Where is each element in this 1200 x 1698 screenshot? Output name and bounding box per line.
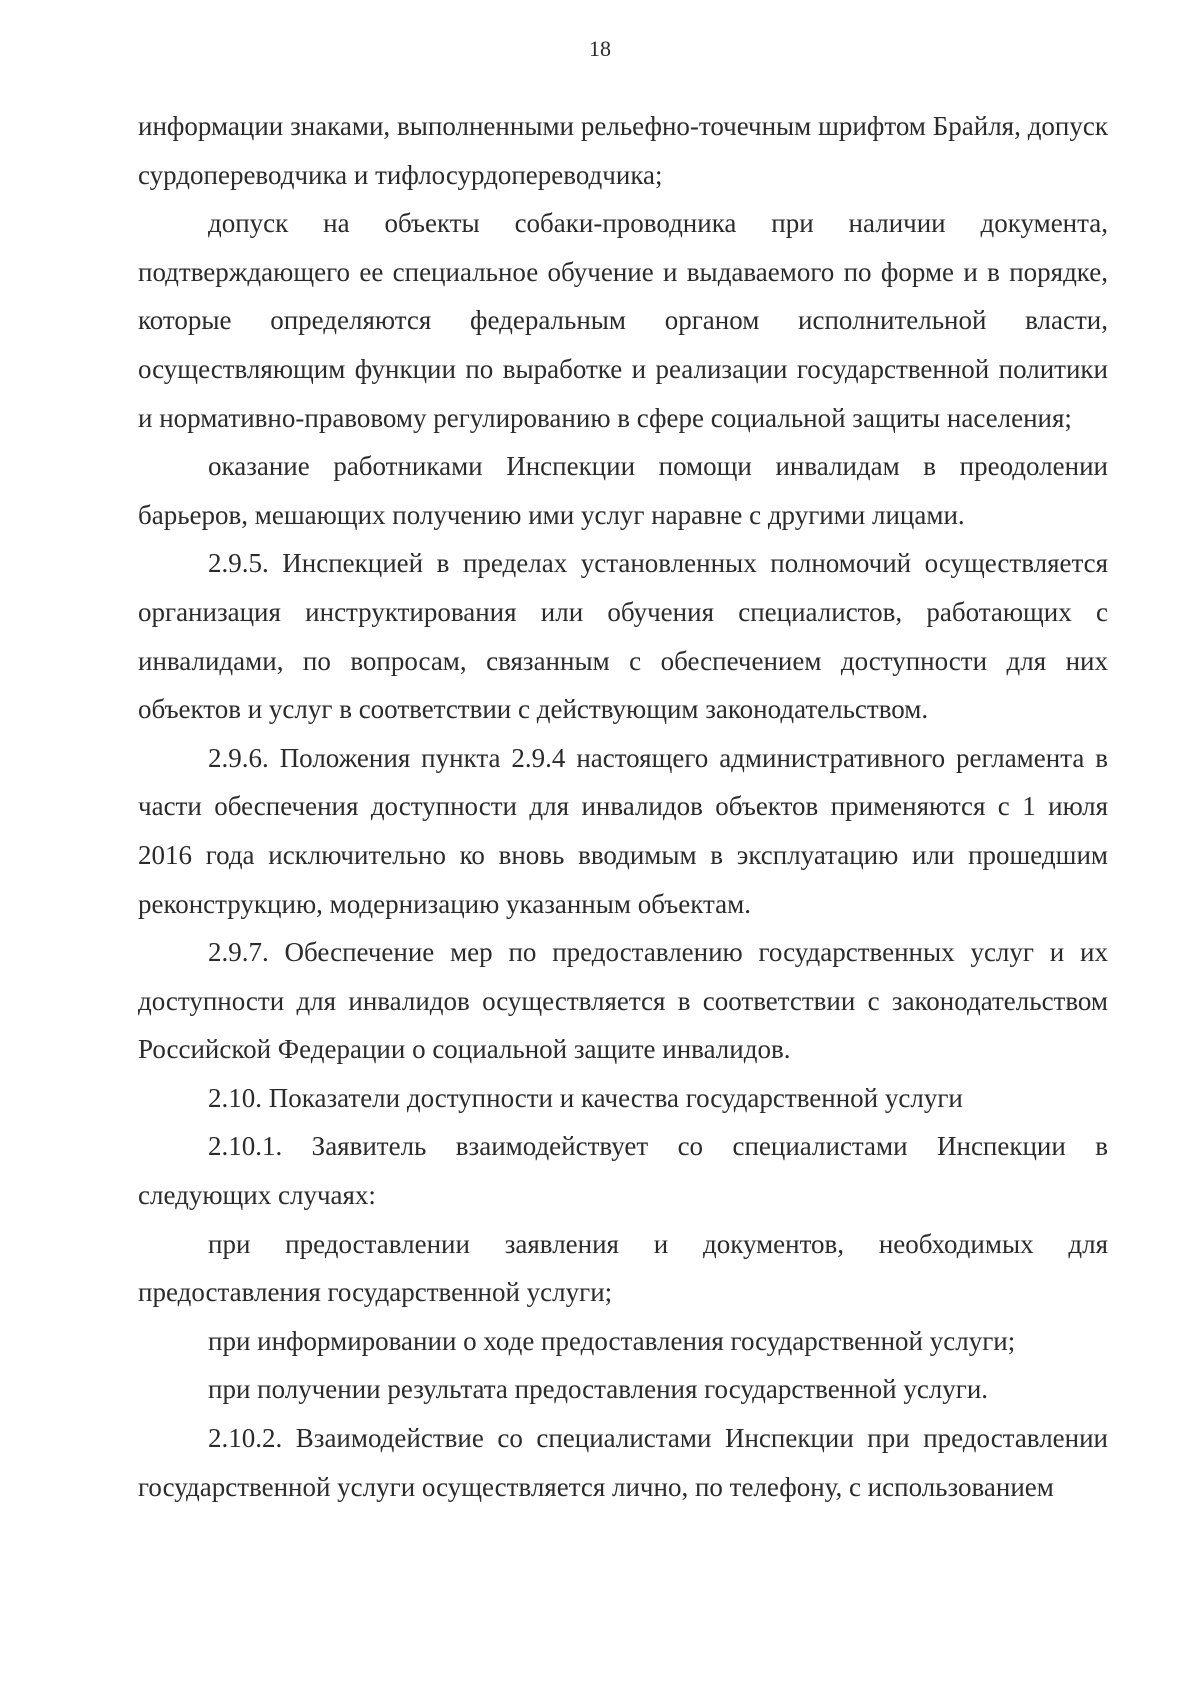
section-heading-2-10: 2.10. Показатели доступности и качества государственной услуги <box>208 1082 963 1113</box>
list-item-informing: при информировании о ходе предоставления государственной услуги; <box>208 1325 1016 1356</box>
list-item-result: при получении результата предоставления государственной услуги. <box>208 1374 989 1405</box>
paragraph-2-10-1: 2.10.1. Заявитель взаимодействует со специалистами Инспекции в следующих случаях: <box>138 1131 1108 1211</box>
page-number: 18 <box>589 36 611 61</box>
list-item-submission: при предоставлении заявления и документов, необходимых для предоставления государственной услуги; <box>138 1228 1108 1308</box>
paragraph-2-10-2: 2.10.2. Взаимодействие со специалистами Инспекции при предоставлении государственной услуги осуществляется лично, по телефону, с использованием <box>138 1423 1108 1502</box>
paragraph-2-9-6: 2.9.6. Положения пункта 2.9.4 настоящего административного регламента в части обеспечения доступности для инвалидов объектов применяются с 1 июля 2016 года исключительно ко вновь вводимым в эксплуатацию или прошедшим реконструкцию, модернизацию указанным объектам. <box>138 742 1108 919</box>
paragraph-staff-assistance: оказание работниками Инспекции помощи инвалидам в преодолении барьеров, мешающих получению ими услуг наравне с другими лицами. <box>138 451 1108 530</box>
paragraph-braille-cont: информации знаками, выполненными рельефно-точечным шрифтом Брайля, допуск сурдопереводчика и тифлосурдопереводчика; <box>138 111 1108 190</box>
document-body <box>138 102 1108 1511</box>
paragraph-guide-dog: допуск на объекты собаки-проводника при наличии документа, подтверждающего ее специальное обучение и выдаваемого по форме и в порядке, которые определяются федеральным органом исполнительной власти, осуществляющим функции по выработке и реализации государственной политики и нормативно-правовому регулированию в сфере социальной защиты населения; <box>138 208 1108 433</box>
paragraph-2-9-5: 2.9.5. Инспекцией в пределах установленных полномочий осуществляется организация инструктирования или обучения специалистов, работающих с инвалидами, по вопросам, связанным с обеспечением доступности для них объектов и услуг в соответствии с действующим законодательством. <box>138 548 1108 725</box>
paragraph-2-9-7: 2.9.7. Обеспечение мер по предоставлению государственных услуг и их доступности для инвалидов осуществляется в соответствии с законодательством Российской Федерации о социальной защите инвалидов. <box>138 937 1108 1065</box>
